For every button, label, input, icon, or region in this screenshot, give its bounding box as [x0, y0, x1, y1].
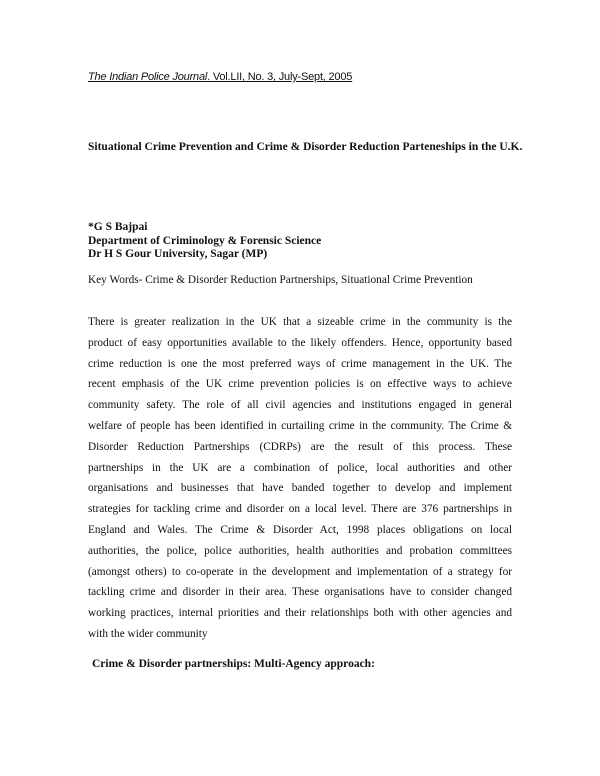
author-name: *G S Bajpai [88, 221, 148, 233]
paragraph-line: strategies for tackling crime and disorder on a local level. There are 376 partnerships in [88, 503, 512, 516]
paragraph-line: tackling crime and disorder in their area. These organisations have to consider changed [88, 586, 512, 599]
author-department: Department of Criminology & Forensic Science [88, 234, 322, 247]
paragraph-line: welfare of people has been identified in curtailing crime in the community. The Crime & [88, 419, 512, 432]
paragraph-line: authorities, the police, police authorities, health authorities and probation committees [88, 544, 512, 557]
paragraph-line: Disorder Reduction Partnerships (CDRPs) are the result of this process. These [88, 440, 512, 453]
paragraph-line: with the wider community [88, 627, 208, 640]
paragraph-line: There is greater realization in the UK that a sizeable crime in the community is the [88, 316, 512, 328]
body-paragraph [88, 312, 512, 645]
author-university: Dr H S Gour University, Sagar (MP) [88, 248, 268, 260]
journal-name: The Indian Police Journal [88, 71, 208, 83]
article-title: Situational Crime Prevention and Crime & Disorder Reduction Parteneships in the U.K. [88, 141, 523, 153]
journal-citation [88, 71, 352, 83]
journal-issue: . Vol.LII, No. 3, July-Sept, 2005 [207, 71, 353, 83]
author-block [88, 221, 321, 262]
paragraph-line: recent emphasis of the UK crime prevention policies is on effective ways to achieve [88, 378, 512, 391]
paragraph-line: England and Wales. The Crime & Disorder Act, 1998 places obligations on local [88, 523, 512, 536]
paragraph-line: community safety. The role of all civil agencies and institutions engaged in general [88, 399, 512, 412]
paragraph-line: crime reduction is one the most preferred ways of crime management in the UK. The [88, 357, 512, 370]
paragraph-line: product of easy opportunities available to the likely offenders. Hence, opportunity based [88, 336, 512, 349]
paragraph-line: (amongst others) to co-operate in the development and implementation of a strategy for [88, 565, 512, 578]
paragraph-line: working practices, internal priorities and their relationships both with other agencies and [88, 607, 512, 620]
section-heading: Crime & Disorder partnerships: Multi-Agency approach: [92, 658, 375, 670]
keywords: Key Words- Crime & Disorder Reduction Partnerships, Situational Crime Prevention [88, 274, 473, 286]
paragraph-line: partnerships in the UK are a combination of police, local authorities and other [88, 461, 512, 474]
paragraph-line: organisations and businesses that have banded together to develop and implement [88, 482, 512, 495]
